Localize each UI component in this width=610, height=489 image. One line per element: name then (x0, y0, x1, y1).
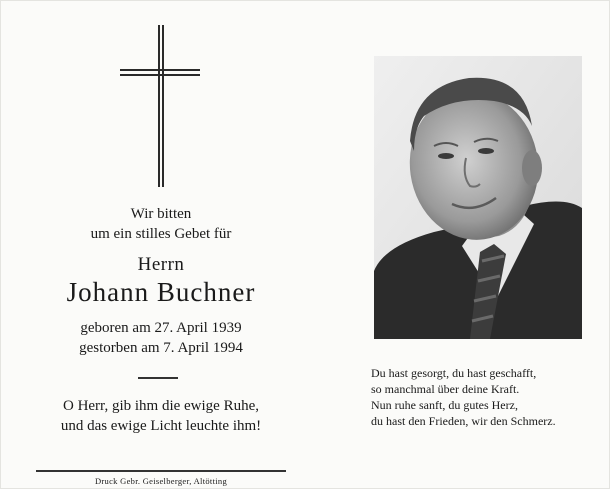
printer-imprint: Druck Gebr. Geiselberger, Altötting (94, 476, 228, 486)
verse-line-2: so manchmal über deine Kraft. (371, 382, 520, 396)
verse-line-3: Nun ruhe sanft, du gutes Herz, (371, 398, 518, 412)
prayer-request-line-1: Wir bitten (130, 206, 192, 222)
salutation: Herrn (137, 254, 185, 275)
verse-line-4: du hast den Frieden, wir den Schmerz. (371, 414, 556, 428)
portrait-photo (374, 56, 582, 339)
verse-line-1: Du hast gesorgt, du hast geschafft, (371, 366, 537, 380)
deceased-name: Johann Buchner (66, 277, 256, 307)
footer-rule (36, 470, 286, 472)
prayer-line-2: und das ewige Licht leuchte ihm! (60, 418, 262, 434)
death-date: gestorben am 7. April 1994 (79, 340, 243, 356)
divider (138, 377, 178, 379)
prayer-line-1: O Herr, gib ihm die ewige Ruhe, (62, 398, 260, 414)
prayer-request-line-2: um ein stilles Gebet für (90, 226, 232, 242)
birth-date: geboren am 27. April 1939 (80, 320, 242, 336)
cross-icon (120, 25, 200, 189)
